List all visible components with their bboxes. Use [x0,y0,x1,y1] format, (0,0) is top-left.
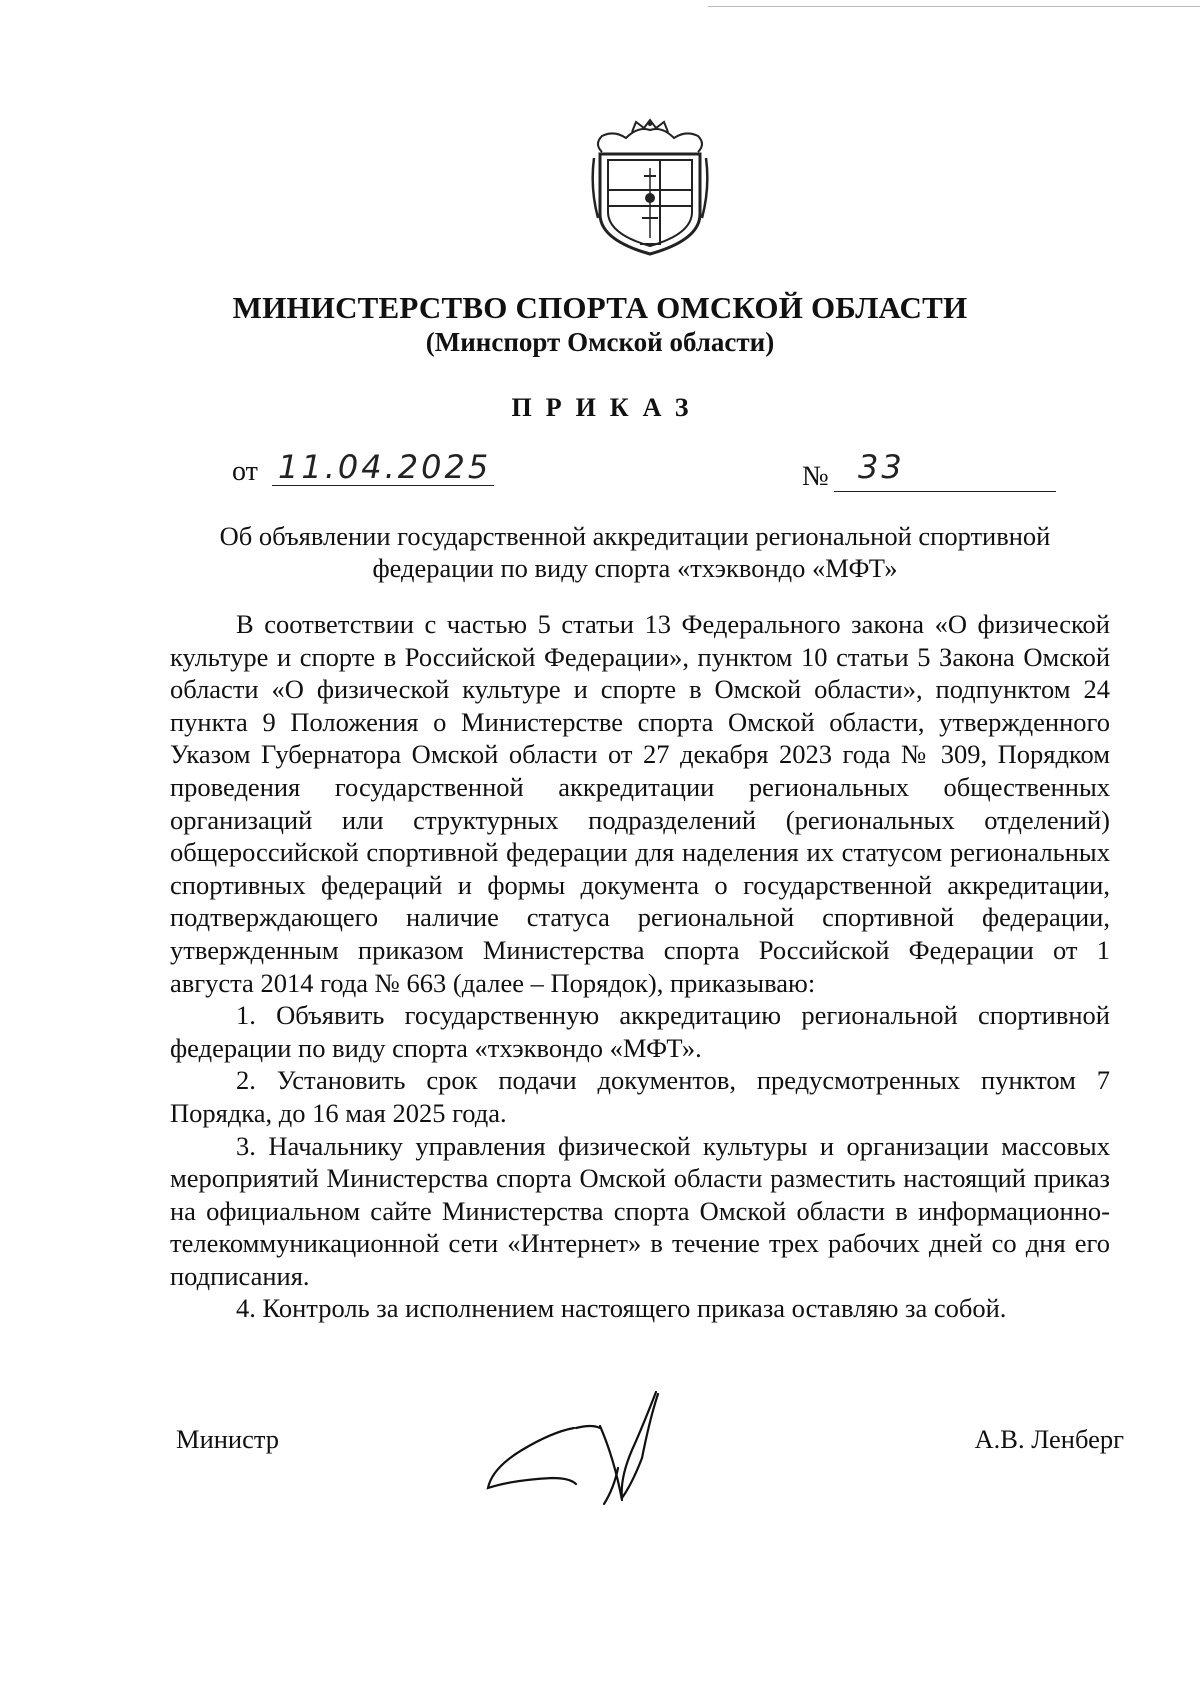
organization-name: МИНИСТЕРСТВО СПОРТА ОМСКОЙ ОБЛАСТИ [232,290,968,325]
order-item-3: 3. Начальнику управления физической культуры и организации массовых мероприятий Министерства спорта Омской области разместить настоящий приказ на официальном сайте Министерства спорта Омской области в информационно-телекоммуникационной сети «Интернет» в течение трех рабочих дней со дня его подписания. [170,1130,1110,1291]
number-underline [834,491,1056,492]
order-item-2: 2. Установить срок подачи документов, предусмотренных пунктом 7 Порядка, до 16 мая 2025 года. [170,1065,1110,1128]
order-item-4: 4. Контроль за исполнением настоящего приказа оставляю за собой. [236,1293,1007,1324]
organization-short-name: (Минспорт Омской области) [425,327,775,357]
signatory-position: Министр [176,1424,280,1454]
document-body [170,608,1110,1325]
top-scan-rule [708,6,1200,7]
number-value: 33 [858,448,905,486]
number-label: № [802,461,829,492]
date-value: 11.04.2025 [278,448,492,486]
handwritten-signature [482,1388,694,1506]
date-underline [272,485,494,486]
preamble-paragraph: В соответствии с частью 5 статьи 13 Федерального закона «О физической культуре и спорте в Российской Федерации», пунктом 10 статьи 5 Закона Омской области «О физической культуре и спорте в Омской области», подпунктом 24 пункта 9 Положения о Министерстве спорта Омской области, утвержденного Указом Губернатора Омской области от 27 декабря 2023 года № 309, Порядком проведения государственной аккредитации региональных общественных организаций или структурных подразделений (региональных отделений) общероссийской спортивной федерации для наделения их статусом региональных спортивных федераций и формы документа о государственной аккредитации, подтверждающего наличие статуса региональной спортивной федерации, утвержденным приказом Министерства спорта Российской Федерации от 1 августа 2014 года № 663 (далее – Порядок), приказываю: [170,609,1110,998]
document-type: ПРИКАЗ [511,393,703,422]
document-title: Об объявлении государственной аккредитации региональной спортивной федерации по виду спорта «тхэквондо «МФТ» [219,521,1051,583]
signatory-name: А.В. Ленберг [974,1424,1124,1454]
order-item-1: 1. Объявить государственную аккредитацию региональной спортивной федерации по виду спорта «тхэквондо «МФТ». [170,1000,1110,1063]
coat-of-arms-emblem [588,118,712,258]
date-label: от [232,456,258,487]
